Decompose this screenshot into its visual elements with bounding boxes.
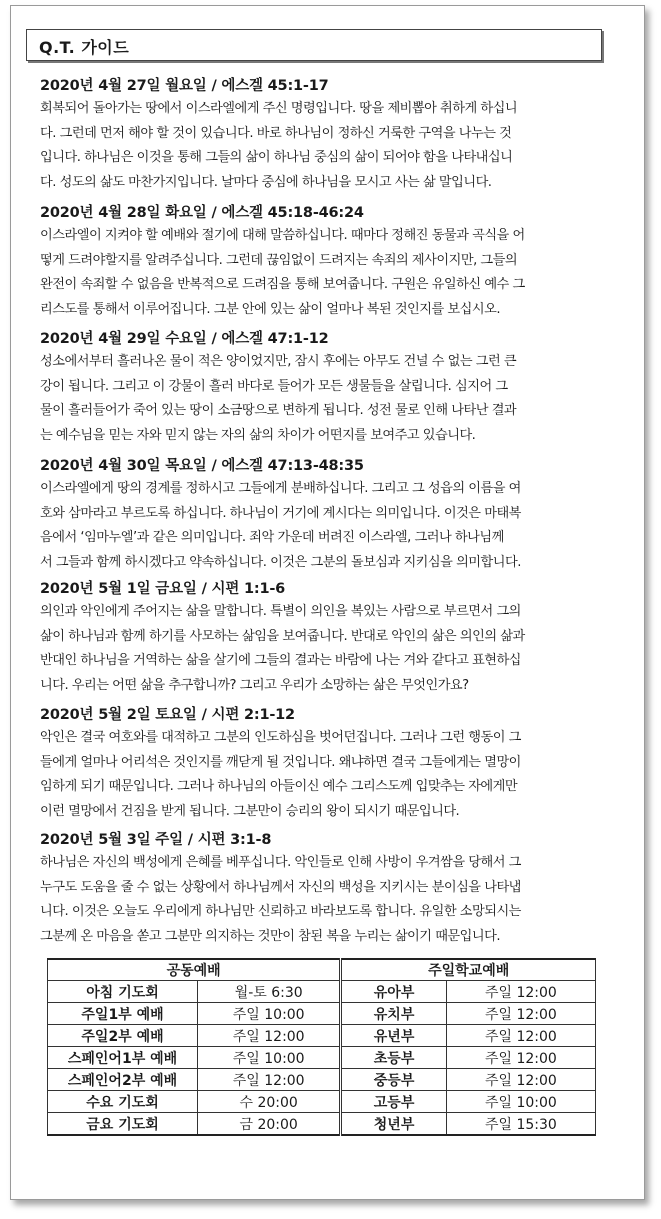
department-time: 주일 12:00 — [446, 1003, 595, 1025]
qt-entry-line: 입니다. 하나님은 이것을 통해 그들의 삶이 하나님 중심의 삶이 되어야 함을 나타내십니 — [40, 150, 513, 165]
qt-entry-line: 다. 그런데 먼저 해야 할 것이 있습니다. 바로 하나님이 정하신 거룩한 구역을 나누는 것 — [40, 125, 512, 141]
schedule-row — [48, 981, 596, 1003]
qt-entry-line: 다. 성도의 삶도 마찬가지입니다. 날마다 중심에 하나님을 모시고 사는 삶 말입니다. — [40, 174, 492, 190]
qt-entry-line: 호와 삼마라고 부르도록 하십니다. 하나님이 거기에 계시다는 의미입니다. 이것은 마태복 — [40, 505, 521, 521]
department-time: 주일 12:00 — [446, 1069, 595, 1091]
department-name: 유아부 — [341, 981, 446, 1003]
qt-entry-heading: 2020년 5월 1일 금요일 / 시편 1:1-6 — [40, 581, 286, 597]
qt-entry-body — [40, 224, 610, 322]
department-time: 주일 12:00 — [446, 1025, 595, 1047]
section-title-box — [26, 29, 602, 61]
department-name: 초등부 — [341, 1047, 446, 1069]
schedule-row — [48, 1025, 596, 1047]
schedule-header-row — [48, 959, 596, 981]
qt-entry-line: 반대인 하나님을 거역하는 삶을 살기에 그들의 결과는 바람에 나는 겨와 같다고 표현하십 — [40, 653, 521, 668]
qt-entry-line: 물이 흘러들어가 죽어 있는 땅이 소금땅으로 변하게 됩니다. 성전 물로 인해 나타난 결과 — [40, 403, 517, 418]
schedule-row — [48, 1113, 596, 1136]
qt-entry-line: 음에서 ‘임마누엘’과 같은 의미입니다. 죄악 가운데 버려진 이스라엘, 그러나 하나님께 — [40, 530, 504, 545]
qt-entry-body — [40, 851, 610, 949]
qt-entry-heading: 2020년 4월 30일 목요일 / 에스겔 47:13-48:35 — [40, 458, 364, 474]
service-time: 주일 10:00 — [198, 1003, 341, 1025]
department-time: 주일 15:30 — [446, 1113, 595, 1136]
qt-entry-heading: 2020년 5월 2일 토요일 / 시편 2:1-12 — [40, 707, 295, 723]
section-title: Q.T. 가이드 — [39, 38, 130, 57]
service-time: 주일 12:00 — [198, 1025, 341, 1047]
schedule-row — [48, 1091, 596, 1113]
qt-entry — [40, 202, 610, 322]
qt-entry-line: 강이 됩니다. 그리고 이 강물이 흘러 바다로 들어가 모든 생물들을 살립니다. 심지어 그 — [40, 378, 508, 394]
department-name: 고등부 — [341, 1091, 446, 1113]
qt-entry-line: 니다. 이것은 오늘도 우리에게 하나님만 신뢰하고 바라보도록 합니다. 유일한 소망되시는 — [40, 904, 521, 919]
qt-entry — [40, 829, 610, 949]
service-name: 수요 기도회 — [48, 1091, 198, 1113]
service-time: 월-토 6:30 — [198, 981, 341, 1003]
qt-entry — [40, 704, 610, 824]
qt-entry-line: 이런 멸망에서 건짐을 받게 됩니다. 그분만이 승리의 왕이 되시기 때문입니다. — [40, 803, 460, 819]
service-time: 주일 12:00 — [198, 1069, 341, 1091]
qt-entry-line: 성소에서부터 흘러나온 물이 적은 양이었지만, 잠시 후에는 아무도 건널 수 없는 그런 큰 — [40, 354, 517, 369]
qt-entry-line: 임하게 되기 때문입니다. 그러나 하나님의 아들이신 예수 그리스도께 입맞추는 자에게만 — [40, 779, 518, 794]
qt-entry-body — [40, 97, 610, 195]
schedule-row — [48, 1003, 596, 1025]
qt-entry-line: 니다. 우리는 어떤 삶을 추구합니까? 그리고 우리가 소망하는 삶은 무엇인가요? — [40, 677, 469, 693]
qt-entry-line: 삶이 하나님과 함께 하기를 사모하는 삶임을 보여줍니다. 반대로 악인의 삶은 의인의 삶과 — [40, 628, 525, 644]
qt-entry-line: 회복되어 돌아가는 땅에서 이스라엘에게 주신 명령입니다. 땅을 제비뽑아 취하게 하십니 — [40, 101, 518, 116]
qt-entry-line: 의인과 악인에게 주어지는 삶을 말합니다. 특별이 의인을 복있는 사람으로 부르면서 그의 — [40, 604, 521, 619]
qt-entry-body — [40, 726, 610, 824]
qt-entry-body — [40, 477, 610, 575]
qt-entry-line: 하나님은 자신의 백성에게 은혜를 베푸십니다. 악인들로 인해 사방이 우겨쌈을 당해서 그 — [40, 855, 521, 870]
department-name: 청년부 — [341, 1113, 446, 1136]
qt-entry-heading: 2020년 4월 29일 수요일 / 에스겔 47:1-12 — [40, 331, 329, 347]
qt-entry-line: 악인은 결국 여호와를 대적하고 그분의 인도하심을 벗어던집니다. 그러나 그런 행동이 그 — [40, 730, 521, 745]
service-name: 아침 기도회 — [48, 981, 198, 1003]
department-time: 주일 10:00 — [446, 1091, 595, 1113]
qt-entry — [40, 75, 610, 195]
service-name: 주일2부 예배 — [48, 1025, 198, 1047]
qt-entry-line: 누구도 도움을 줄 수 없는 상황에서 하나님께서 자신의 백성을 지키시는 분이심을 나타냅 — [40, 879, 521, 895]
qt-entry-body — [40, 350, 610, 448]
qt-entry-heading: 2020년 5월 3일 주일 / 시편 3:1-8 — [40, 832, 272, 848]
service-name: 주일1부 예배 — [48, 1003, 198, 1025]
department-time: 주일 12:00 — [446, 981, 595, 1003]
qt-entry-line: 이스라엘에게 땅의 경계를 정하시고 그들에게 분배하십니다. 그리고 그 성읍의 이름을 여 — [40, 481, 521, 496]
department-time: 주일 12:00 — [446, 1047, 595, 1069]
qt-entry-line: 그분께 온 마음을 쏟고 그분만 의지하는 것만이 참된 복을 누리는 삶이기 때문입니다. — [40, 928, 501, 944]
service-name: 금요 기도회 — [48, 1113, 198, 1136]
worship-schedule-table — [47, 958, 596, 1136]
qt-entry — [40, 328, 610, 448]
department-name: 유년부 — [341, 1025, 446, 1047]
qt-entry-line: 완전이 속죄할 수 없음을 반복적으로 드려짐을 통해 보여줍니다. 구원은 유일하신 예수 그 — [40, 277, 525, 292]
schedule-row — [48, 1047, 596, 1069]
service-time: 금 20:00 — [198, 1113, 341, 1136]
qt-entry-heading: 2020년 4월 27일 월요일 / 에스겔 45:1-17 — [40, 78, 329, 94]
qt-entry — [40, 455, 610, 575]
qt-entry-heading: 2020년 4월 28일 화요일 / 에스겔 45:18-46:24 — [40, 205, 364, 221]
qt-entry-line: 떻게 드려야할지를 알려주십니다. 그런데 끊임없이 드려지는 속죄의 제사이지만, 그들의 — [40, 252, 518, 268]
department-name: 중등부 — [341, 1069, 446, 1091]
qt-entry-line: 리스도를 통해서 이루어집니다. 그분 안에 있는 삶이 얼마나 복된 것인지를 보십시오. — [40, 301, 501, 317]
service-time: 주일 10:00 — [198, 1047, 341, 1069]
qt-entry-line: 들에게 얼마나 어리석은 것인지를 깨닫게 될 것입니다. 왜냐하면 결국 그들에게는 멸망이 — [40, 754, 521, 770]
department-name: 유치부 — [341, 1003, 446, 1025]
service-time: 수 20:00 — [198, 1091, 341, 1113]
qt-entry-line: 이스라엘이 지켜야 할 예배와 절기에 대해 말씀하십니다. 때마다 정해진 동물과 곡식을 어 — [40, 228, 525, 243]
qt-entry-line: 서 그들과 함께 하시겠다고 약속하십니다. 이것은 그분의 돌보심과 지키심을 의미합니다. — [40, 554, 521, 570]
service-name: 스페인어2부 예배 — [48, 1069, 198, 1091]
common-worship-header: 공동예배 — [48, 959, 341, 981]
service-name: 스페인어1부 예배 — [48, 1047, 198, 1069]
schedule-row — [48, 1069, 596, 1091]
qt-entry-body — [40, 600, 610, 698]
sunday-school-header: 주일학교예배 — [341, 959, 596, 981]
qt-entry — [40, 578, 610, 698]
qt-entry-line: 는 예수님을 믿는 자와 믿지 않는 자의 삶의 차이가 어떤지를 보여주고 있습니다. — [40, 427, 476, 443]
